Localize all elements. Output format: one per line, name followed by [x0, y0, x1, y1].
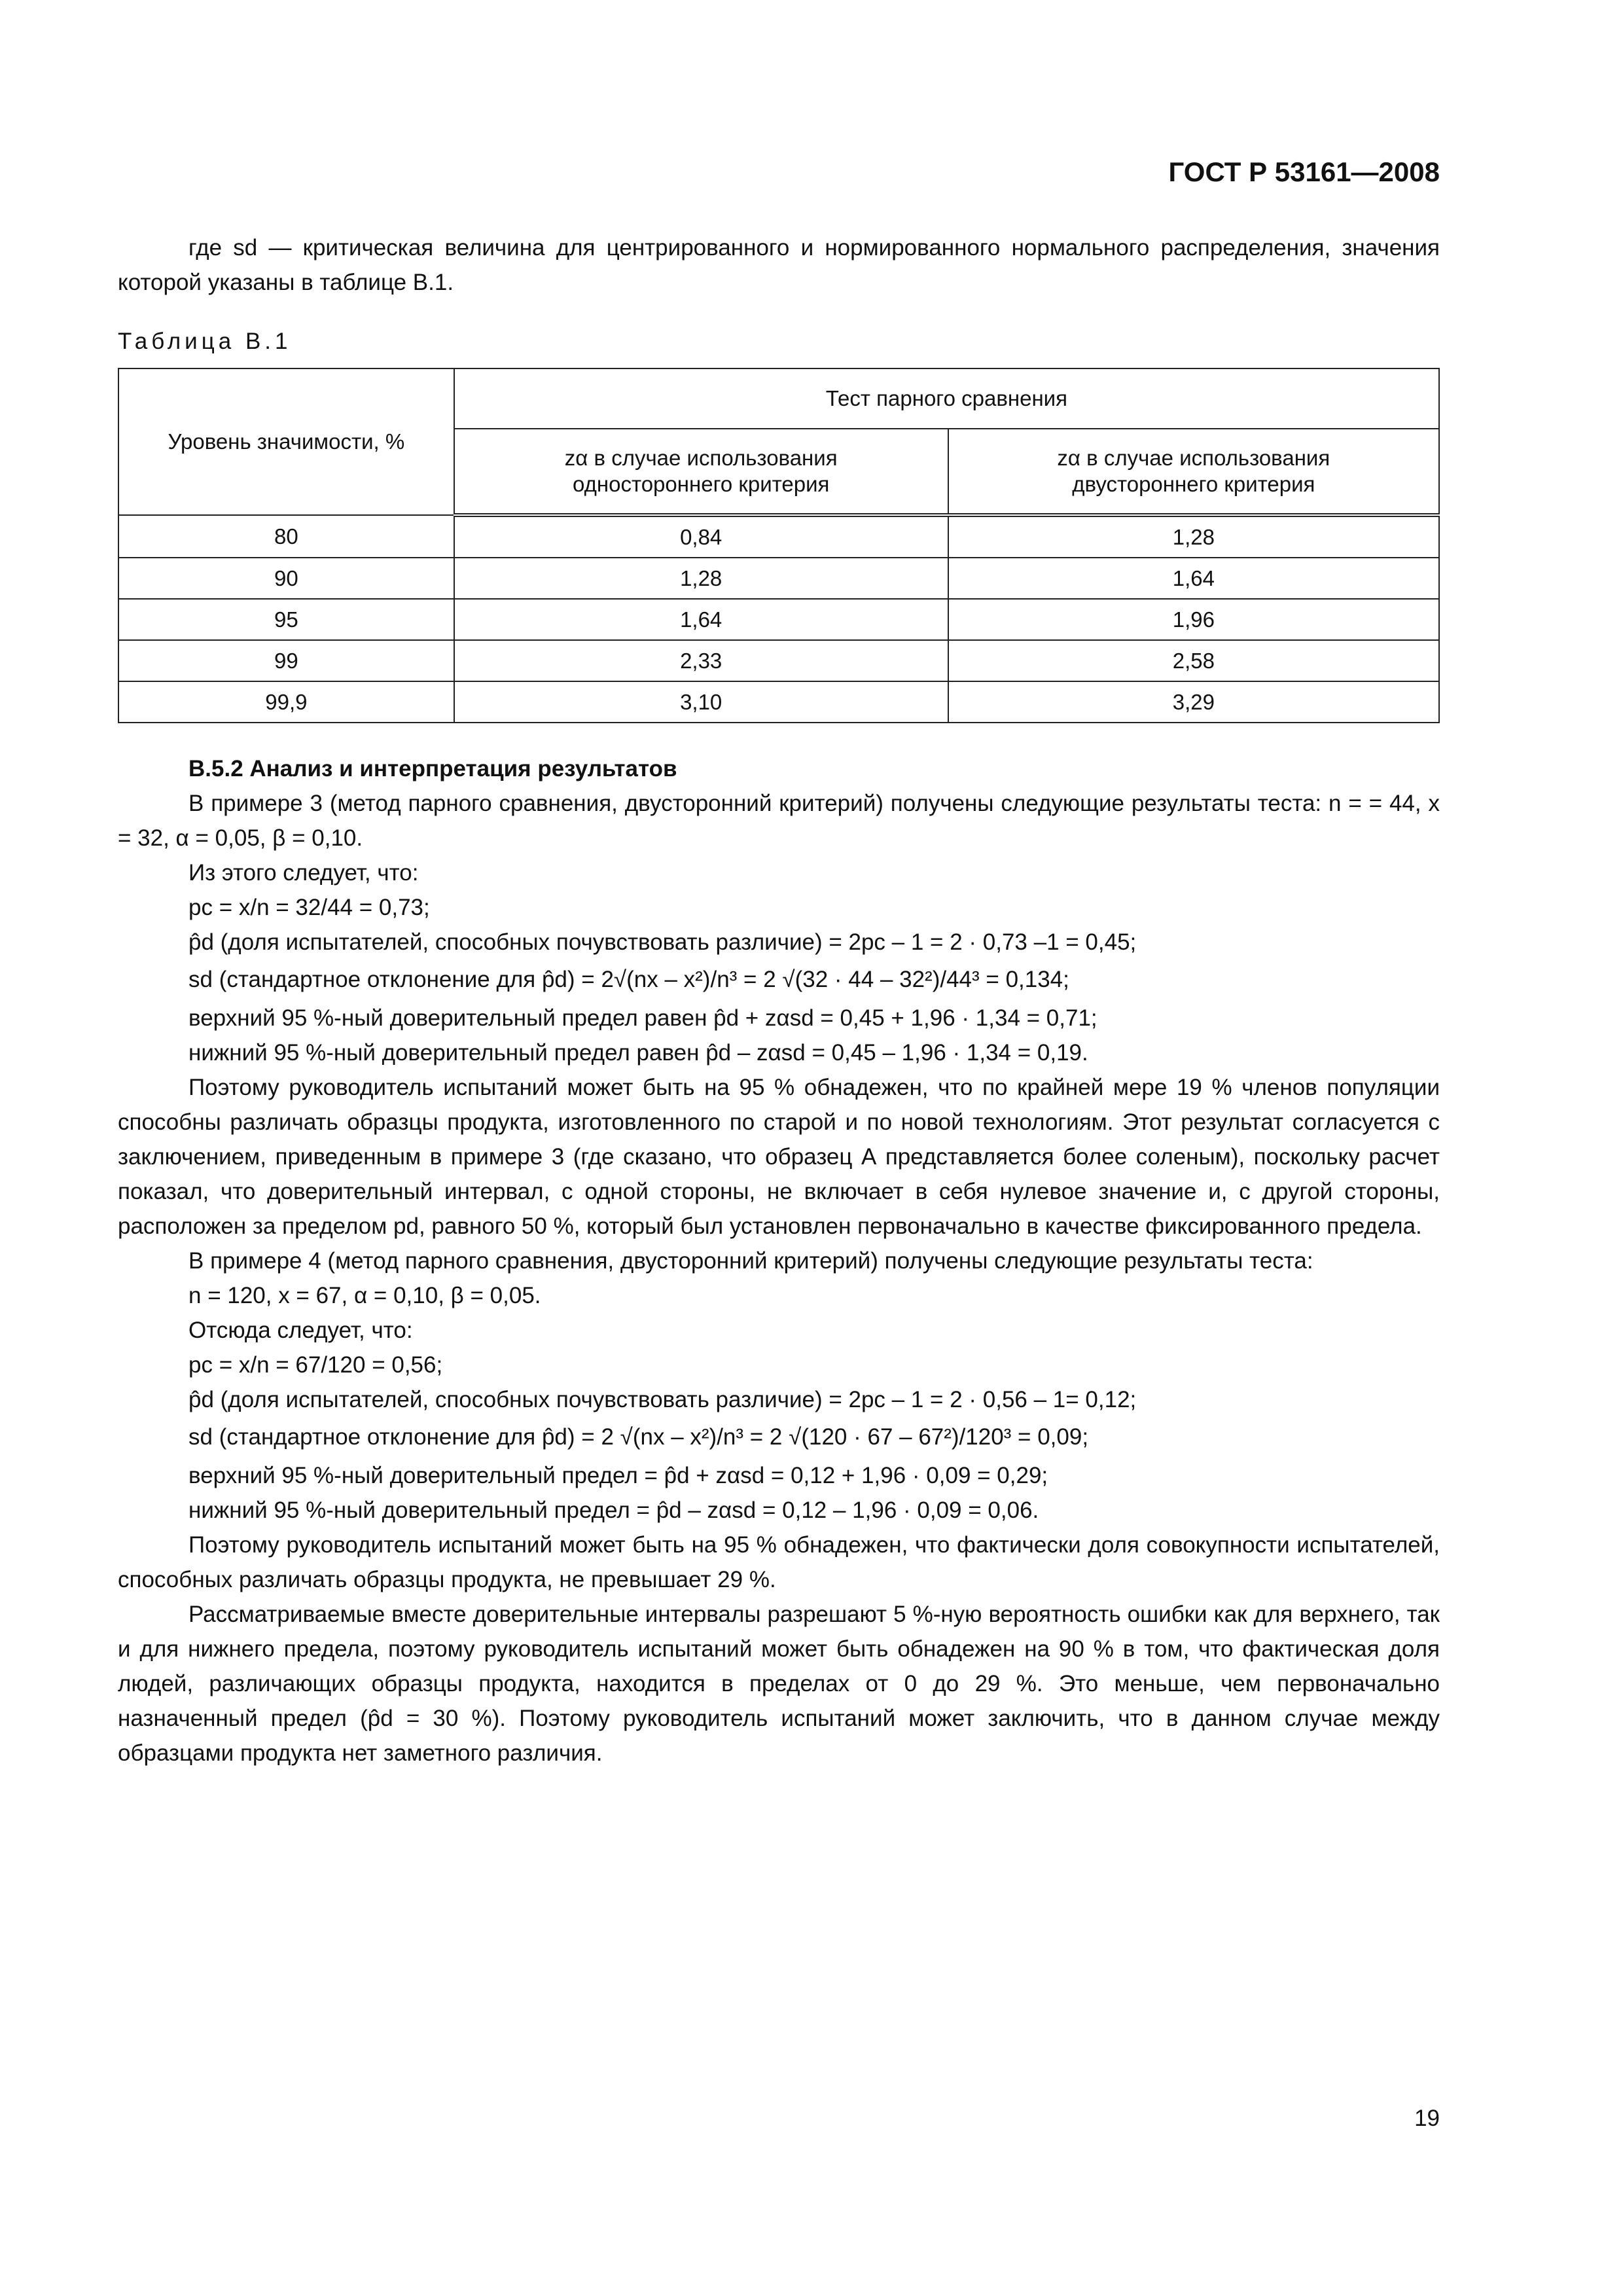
cell-level: 90 [118, 558, 454, 599]
col-group-header: Тест парного сравнения [454, 368, 1439, 429]
formula-line: sd (стандартное отклонение для p̂d) = 2√(nx – x²)/n³ = 2 √(32 · 44 – 32²)/44³ = 0,134; [188, 967, 1069, 992]
cell-two-sided: 1,28 [948, 515, 1439, 558]
table-row [118, 640, 1439, 681]
document-id: ГОСТ Р 53161—2008 [1168, 156, 1440, 187]
cell-level: 99,9 [118, 681, 454, 723]
cell-level: 99 [118, 640, 454, 681]
table-caption: Таблица В.1 [118, 329, 292, 354]
example4-conclusion: Поэтому руководитель испытаний может быть на 95 % обнадежен, что фактически доля совокупности испытателей, способных различать образцы продукта, не превышает 29 %. [118, 1532, 1440, 1592]
cell-one-sided: 3,10 [454, 681, 948, 723]
table-row [118, 681, 1439, 723]
example4-paragraph: В примере 4 (метод парного сравнения, двусторонний критерий) получены следующие результаты теста: [188, 1248, 1313, 1274]
significance-table [118, 368, 1440, 723]
col-header-two-sided: zα в случае использования двустороннего критерия [948, 429, 1439, 515]
col-header-one-sided: zα в случае использования одностороннего критерия [454, 429, 948, 515]
table-row [118, 599, 1439, 640]
final-paragraph: Рассматриваемые вместе доверительные интервалы разрешают 5 %-ную вероятность ошибки как для верхнего, так и для нижнего предела, поэтому руководитель испытаний может быть обнадежен на 90 % в том, что фактическая доля людей, различающих образцы продукта, находится в пределах от 0 до 29 %. Это меньше, чем первоначально назначенный предел (p̂d = 30 %). Поэтому руководитель испытаний может заключить, что в данном случае между образцами продукта нет заметного различия. [118, 1602, 1440, 1766]
example3-paragraph: В примере 3 (метод парного сравнения, двусторонний критерий) получены следующие результаты теста: n = = 44, x = 32, α = 0,05, β = 0,10. [118, 791, 1440, 851]
formula-line: Отсюда следует, что: [188, 1318, 413, 1343]
table-row [118, 558, 1439, 599]
formula-line: нижний 95 %-ный доверительный предел = p̂d – zαsd = 0,12 – 1,96 · 0,09 = 0,06. [188, 1498, 1039, 1523]
formula-line: Из этого следует, что: [188, 860, 419, 886]
cell-level: 95 [118, 599, 454, 640]
cell-two-sided: 2,58 [948, 640, 1439, 681]
cell-level: 80 [118, 515, 454, 558]
cell-one-sided: 2,33 [454, 640, 948, 681]
table-row [118, 515, 1439, 558]
intro-paragraph: где sd — критическая величина для центрированного и нормированного нормального распределения, значения которой указаны в таблице В.1. [118, 235, 1440, 295]
cell-two-sided: 3,29 [948, 681, 1439, 723]
cell-one-sided: 0,84 [454, 515, 948, 558]
formula-line: нижний 95 %-ный доверительный предел равен p̂d – zαsd = 0,45 – 1,96 · 1,34 = 0,19. [188, 1040, 1088, 1066]
section-heading: В.5.2 Анализ и интерпретация результатов [188, 756, 677, 781]
page-number: 19 [1414, 2106, 1440, 2131]
formula-line: верхний 95 %-ный доверительный предел = p̂d + zαsd = 0,12 + 1,96 · 0,09 = 0,29; [188, 1463, 1048, 1488]
formula-line: pc = x/n = 67/120 = 0,56; [188, 1352, 443, 1378]
cell-two-sided: 1,64 [948, 558, 1439, 599]
formula-line: n = 120, x = 67, α = 0,10, β = 0,05. [188, 1283, 541, 1308]
cell-one-sided: 1,64 [454, 599, 948, 640]
formula-line: pc = x/n = 32/44 = 0,73; [188, 895, 430, 920]
formula-line: p̂d (доля испытателей, способных почувствовать различие) = 2pc – 1 = 2 · 0,73 –1 = 0,45; [188, 929, 1137, 955]
conclusion-paragraph: Поэтому руководитель испытаний может быть на 95 % обнадежен, что по крайней мере 19 % членов популяции способны различать образцы продукта, изготовленного по старой и по новой технологиям. Этот результат согласуется с заключением, приведенным в примере 3 (где сказано, что образец А представляется более соленым), поскольку расчет показал, что доверительный интервал, с одной стороны, не включает в себя нулевое значение и, с другой стороны, расположен за пределом pd, равного 50 %, который был установлен первоначально в качестве фиксированного предела. [118, 1075, 1440, 1239]
formula-line: верхний 95 %-ный доверительный предел равен p̂d + zαsd = 0,45 + 1,96 · 1,34 = 0,71; [188, 1005, 1097, 1031]
cell-two-sided: 1,96 [948, 599, 1439, 640]
formula-line: p̂d (доля испытателей, способных почувствовать различие) = 2pc – 1 = 2 · 0,56 – 1= 0,12; [188, 1387, 1137, 1412]
formula-line: sd (стандартное отклонение для p̂d) = 2 √(nx – x²)/n³ = 2 √(120 · 67 – 67²)/120³ = 0,09; [188, 1424, 1089, 1450]
col-header-significance: Уровень значимости, % [118, 368, 454, 515]
cell-one-sided: 1,28 [454, 558, 948, 599]
